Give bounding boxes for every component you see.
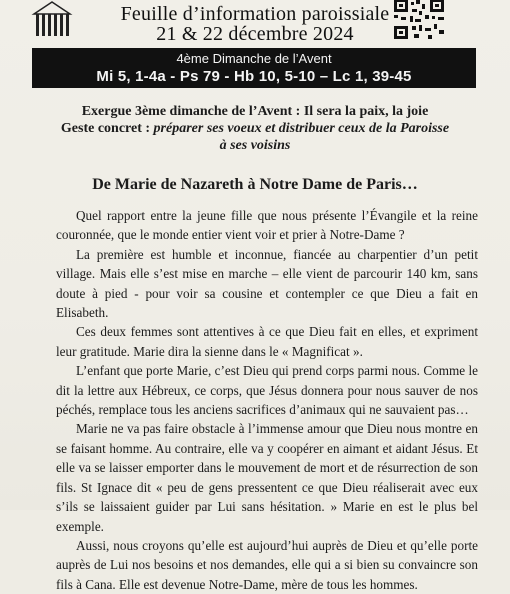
article-heading: De Marie de Nazareth à Notre Dame de Paris… <box>92 176 418 193</box>
article-paragraph: Marie ne va pas faire obstacle à l’immense amour que Dieu nous montre en se faisant homme. Au contraire, elle va y coopérer en aimant et aidant Jésus. Et elle va se laisser emporter dans le mouvement de mort et de résurrection de son fils. St Ignace dit « peu de gens pressentent ce que Dieu réaliserait avec eux s’ils se laissaient guider par Lui sans hésitation. » Marie en est le plus bel exemple. <box>56 421 478 534</box>
geste-label: Geste concret : <box>60 121 154 136</box>
article-paragraph: La première est humble et inconnue, fiancée au charpentier d’un petit village. Mais elle s’est mise en marche – elle vient de parcourir 140 km, sans doute à pied - pour voir sa cousine et contempler ce que Dieu a fait en Elisabeth. <box>56 246 478 321</box>
bulletin-date: 21 & 22 décembre 2024 <box>156 23 354 45</box>
article-paragraph: Quel rapport entre la jeune fille que nous présente l’Évangile et la reine couronnée, que le monde entier vient voir et prier à Notre-Dame ? <box>56 208 478 243</box>
sunday-name: 4ème Dimanche de l’Avent <box>176 51 332 66</box>
geste-text: préparer ses voeux et distribuer ceux de la Paroisse <box>153 121 450 136</box>
exergue-block <box>0 103 510 154</box>
article-paragraph: L’enfant que porte Marie, c’est Dieu qui prend corps parmi nous. Comme le dit la lettre aux Hébreux, ce corps, que Jésus donnera pour nous sauver de nos péchés, remplace tous les anciens sacrifices d’animaux qui ne sauvaient pas… <box>56 363 478 418</box>
exergue-line: Exergue 3ème dimanche de l’Avent : Il sera la paix, la joie <box>81 104 429 119</box>
article-paragraph: Ces deux femmes sont attentives à ce que Dieu fait en elles, et expriment leur gratitude. Marie dira la sienne dans le « Magnificat ». <box>56 324 478 359</box>
geste-concret-line <box>0 120 510 137</box>
geste-concret-line-2 <box>0 137 510 154</box>
geste-text-2: à ses voisins <box>219 138 291 153</box>
liturgy-banner <box>32 48 476 88</box>
article-body <box>56 206 478 594</box>
readings-references: Mi 5, 1-4a - Ps 79 - Hb 10, 5-10 – Lc 1, 39-45 <box>96 68 412 85</box>
article-paragraph: Aussi, nous croyons qu’elle est aujourd’hui auprès de Dieu et qu’elle porte auprès de Lui nos besoins et nos demandes, elle qui a si bien su convaincre son fils à Cana. Elle est devenue Notre-Dame, mère de tous les hommes. <box>56 537 478 592</box>
bulletin-title: Feuille d’information paroissiale <box>120 3 390 25</box>
